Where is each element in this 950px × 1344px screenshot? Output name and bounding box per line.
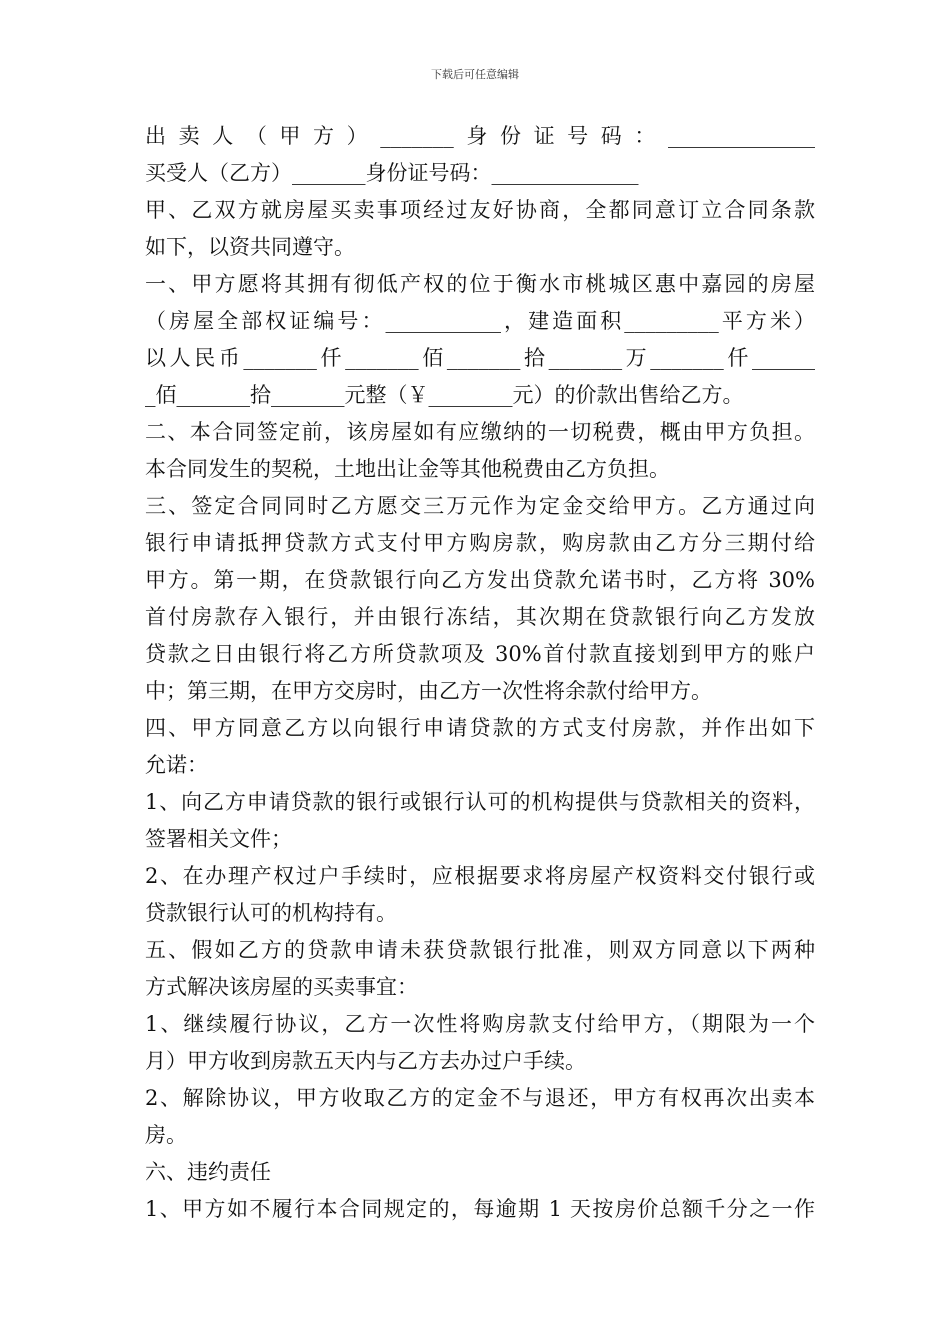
text-line: 一、甲方愿将其拥有彻低产权的位于衡水市桃城区惠中嘉园的房屋: [145, 272, 815, 296]
text-line: 贷款之日由银行将乙方所贷款项及 30%首付款直接划到甲方的账户: [145, 642, 815, 666]
text-line: 五、假如乙方的贷款申请未获贷款银行批准，则双方同意以下两种: [145, 938, 815, 962]
text-line: 六、违约责任: [145, 1160, 271, 1184]
text-line: 甲、乙双方就房屋买卖事项经过友好协商，全都同意订立合同条款: [145, 198, 815, 222]
text-line: 方式解决该房屋的买卖事宜：: [145, 975, 418, 999]
text-line: 1、向乙方申请贷款的银行或银行认可的机构提供与贷款相关的资料，: [145, 790, 815, 814]
text-line: 2、在办理产权过户手续时，应根据要求将房屋产权资料交付银行或: [145, 864, 815, 888]
text-line: 首付房款存入银行，并由银行冻结，其次期在贷款银行向乙方发放: [145, 605, 815, 629]
text-line: 房。: [145, 1123, 187, 1147]
text-line: 2、解除协议，甲方收取乙方的定金不与退还，甲方有权再次出卖本: [145, 1086, 815, 1110]
text-line: 买受人（乙方）_______身份证号码：______________: [145, 161, 639, 185]
contract-body: [145, 118, 815, 1228]
page-header: 下载后可任意编辑: [431, 68, 519, 81]
text-line: 以人民币_______仟_______佰_______拾_______万_______仟______: [145, 346, 815, 370]
text-line: （房屋全部权证编号：___________，建造面积_________平方米）: [145, 309, 815, 333]
text-line: 四、甲方同意乙方以向银行申请贷款的方式支付房款，并作出如下: [145, 716, 815, 740]
text-line: 1、甲方如不履行本合同规定的，每逾期 1 天按房价总额千分之一作: [145, 1197, 815, 1221]
text-line: 出卖人（甲方）_______身份证号码：______________: [145, 124, 815, 148]
text-line: 如下，以资共同遵守。: [145, 235, 355, 259]
text-line: 甲方。第一期，在贷款银行向乙方发出贷款允诺书时，乙方将 30%: [145, 568, 815, 592]
text-line: 1、继续履行协议，乙方一次性将购房款支付给甲方，（期限为一个: [145, 1012, 815, 1036]
text-line: 月）甲方收到房款五天内与乙方去办过户手续。: [145, 1049, 586, 1073]
text-line: 贷款银行认可的机构持有。: [145, 901, 397, 925]
text-line: 签署相关文件；: [145, 827, 292, 851]
text-line: 三、签定合同同时乙方愿交三万元作为定金交给甲方。乙方通过向: [145, 494, 815, 518]
text-line: 二、本合同签定前，该房屋如有应缴纳的一切税费，概由甲方负担。: [145, 420, 815, 444]
text-line: 中；第三期，在甲方交房时，由乙方一次性将余款付给甲方。: [145, 679, 712, 703]
text-line: 银行申请抵押贷款方式支付甲方购房款，购房款由乙方分三期付给: [145, 531, 815, 555]
text-line: 本合同发生的契税，土地出让金等其他税费由乙方负担。: [145, 457, 670, 481]
text-line: _佰_______拾_______元整（￥________元）的价款出售给乙方。: [145, 383, 744, 407]
text-line: 允诺：: [145, 753, 208, 777]
